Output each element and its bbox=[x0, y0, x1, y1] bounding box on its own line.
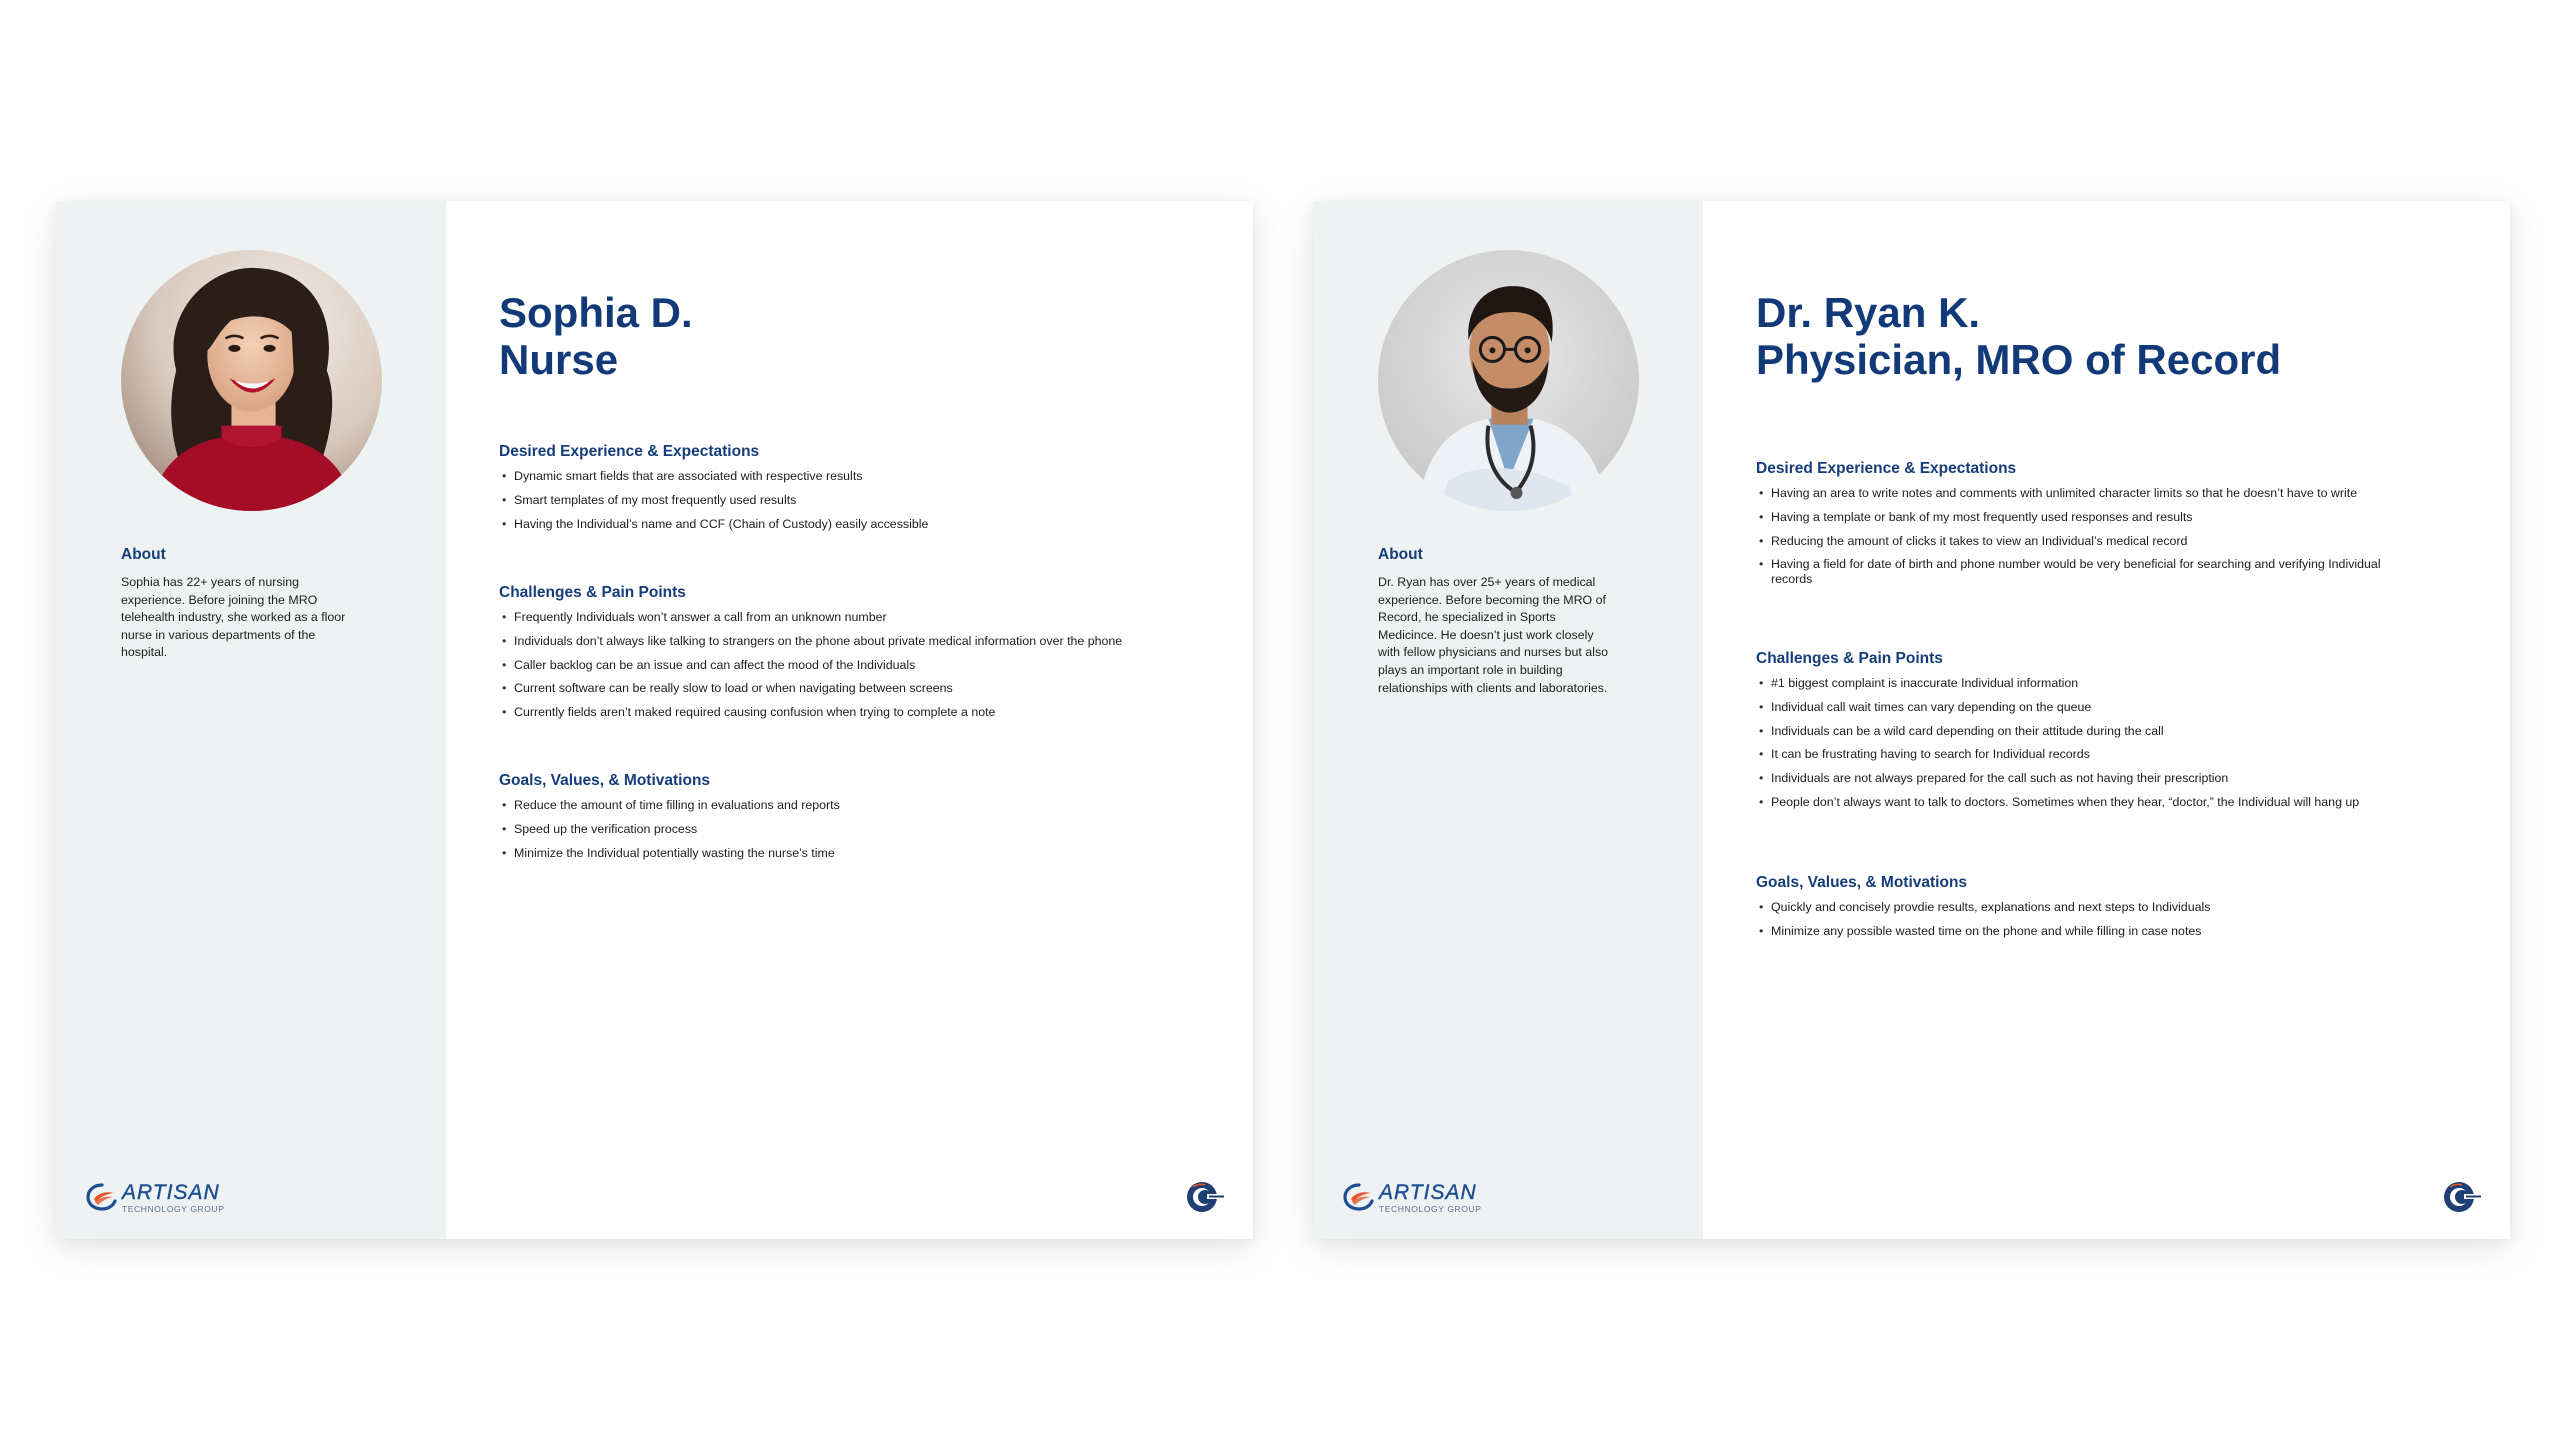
list-item: • People don’t always want to talk to doctors. Sometimes when they hear, “doctor,” the Individual will hang up bbox=[1756, 795, 2450, 810]
section-goals bbox=[1756, 874, 2450, 948]
list-item: • Individuals can be a wild card depending on their attitude during the call bbox=[1756, 724, 2450, 739]
list-item: • Current software can be really slow to load or when navigating between screens bbox=[499, 681, 1193, 696]
logo-brand-text: ARTISAN bbox=[122, 1180, 220, 1204]
persona-main bbox=[446, 201, 1253, 1239]
list-item: • Caller backlog can be an issue and can affect the mood of the Individuals bbox=[499, 658, 1193, 673]
about-heading: About bbox=[121, 546, 166, 563]
list-item: • Reducing the amount of clicks it takes to view an Individual’s medical record bbox=[1756, 534, 2450, 549]
logo-sub-text: TECHNOLOGY GROUP bbox=[122, 1203, 225, 1214]
logo-sub-text: TECHNOLOGY GROUP bbox=[1379, 1203, 1482, 1214]
list-item: • #1 biggest complaint is inaccurate Individual information bbox=[1756, 676, 2450, 691]
avatar-sophia bbox=[121, 250, 382, 511]
list-item: • Dynamic smart fields that are associated with respective results bbox=[499, 469, 1193, 484]
artisan-logo bbox=[1343, 1182, 1482, 1214]
about-text: Dr. Ryan has over 25+ years of medical experience. Before becoming the MRO of Record, he specialized in Sports Medicince. He doesn’t just work closely with fellow physicians and nurses but also plays an important role in building relationships with clients and laboratories. bbox=[1378, 575, 1609, 695]
list-item: • Individuals are not always prepared for the call such as not having their prescription bbox=[1756, 771, 2450, 786]
list-item: • Having the Individual’s name and CCF (Chain of Custody) easily accessible bbox=[499, 517, 1193, 532]
about-text: Sophia has 22+ years of nursing experience. Before joining the MRO telehealth industry, she worked as a floor nurse in various departments of the hospital. bbox=[121, 575, 346, 660]
section-heading: Challenges & Pain Points bbox=[499, 584, 686, 601]
section-challenges bbox=[1756, 650, 2450, 819]
persona-main bbox=[1703, 201, 2510, 1239]
section-heading: Goals, Values, & Motivations bbox=[1756, 874, 1968, 891]
list-item: • Individuals don’t always like talking to strangers on the phone about private medical information over the phone bbox=[499, 634, 1193, 649]
persona-role: Physician, MRO of Record bbox=[1756, 336, 2282, 383]
persona-sidebar bbox=[56, 201, 446, 1239]
list-item: • Having an area to write notes and comments with unlimited character limits so that he doesn’t have to write bbox=[1756, 486, 2450, 501]
logo-brand-text: ARTISAN bbox=[1379, 1180, 1477, 1204]
section-heading: Challenges & Pain Points bbox=[1756, 650, 1943, 667]
portrait-doctor-image bbox=[1378, 250, 1639, 511]
persona-card-sophia bbox=[56, 201, 1253, 1239]
section-heading: Desired Experience & Expectations bbox=[1756, 460, 2017, 477]
client-c-logo-icon bbox=[1185, 1179, 1227, 1215]
list-item: • Having a field for date of birth and phone number would be very beneficial for searching and verifying Individual records bbox=[1756, 557, 2450, 587]
list-item: • Minimize any possible wasted time on the phone and while filling in case notes bbox=[1756, 924, 2450, 939]
section-heading: Goals, Values, & Motivations bbox=[499, 772, 711, 789]
artisan-swirl-icon bbox=[86, 1182, 118, 1212]
section-goals bbox=[499, 772, 1193, 869]
list-item: • Individual call wait times can vary depending on the queue bbox=[1756, 700, 2450, 715]
list-item: • Currently fields aren’t maked required causing confusion when trying to complete a note bbox=[499, 705, 1193, 720]
about-section bbox=[1378, 546, 1613, 697]
artisan-logo bbox=[86, 1182, 225, 1214]
list-item: • Minimize the Individual potentially wasting the nurse’s time bbox=[499, 846, 1193, 861]
artisan-swirl-icon bbox=[1343, 1182, 1375, 1212]
persona-title bbox=[499, 289, 693, 383]
portrait-woman-image bbox=[121, 250, 382, 511]
list-item: • Speed up the verification process bbox=[499, 822, 1193, 837]
section-heading: Desired Experience & Expectations bbox=[499, 443, 760, 460]
persona-name: Sophia D. bbox=[499, 289, 693, 336]
about-heading: About bbox=[1378, 546, 1423, 563]
avatar-ryan bbox=[1378, 250, 1639, 511]
list-item: • Frequently Individuals won’t answer a call from an unknown number bbox=[499, 610, 1193, 625]
persona-title bbox=[1756, 289, 2281, 383]
about-section bbox=[121, 546, 356, 662]
list-item: • Smart templates of my most frequently used results bbox=[499, 493, 1193, 508]
persona-name: Dr. Ryan K. bbox=[1756, 289, 1981, 336]
section-desired-experience bbox=[1756, 460, 2450, 596]
client-c-logo-icon bbox=[2442, 1179, 2484, 1215]
section-challenges bbox=[499, 584, 1193, 729]
persona-role: Nurse bbox=[499, 336, 619, 383]
list-item: • Reduce the amount of time filling in evaluations and reports bbox=[499, 798, 1193, 813]
persona-sidebar bbox=[1313, 201, 1703, 1239]
list-item: • Having a template or bank of my most frequently used responses and results bbox=[1756, 510, 2450, 525]
persona-card-ryan bbox=[1313, 201, 2510, 1239]
list-item: • It can be frustrating having to search for Individual records bbox=[1756, 747, 2450, 762]
section-desired-experience bbox=[499, 443, 1193, 540]
list-item: • Quickly and concisely provdie results, explanations and next steps to Individuals bbox=[1756, 900, 2450, 915]
